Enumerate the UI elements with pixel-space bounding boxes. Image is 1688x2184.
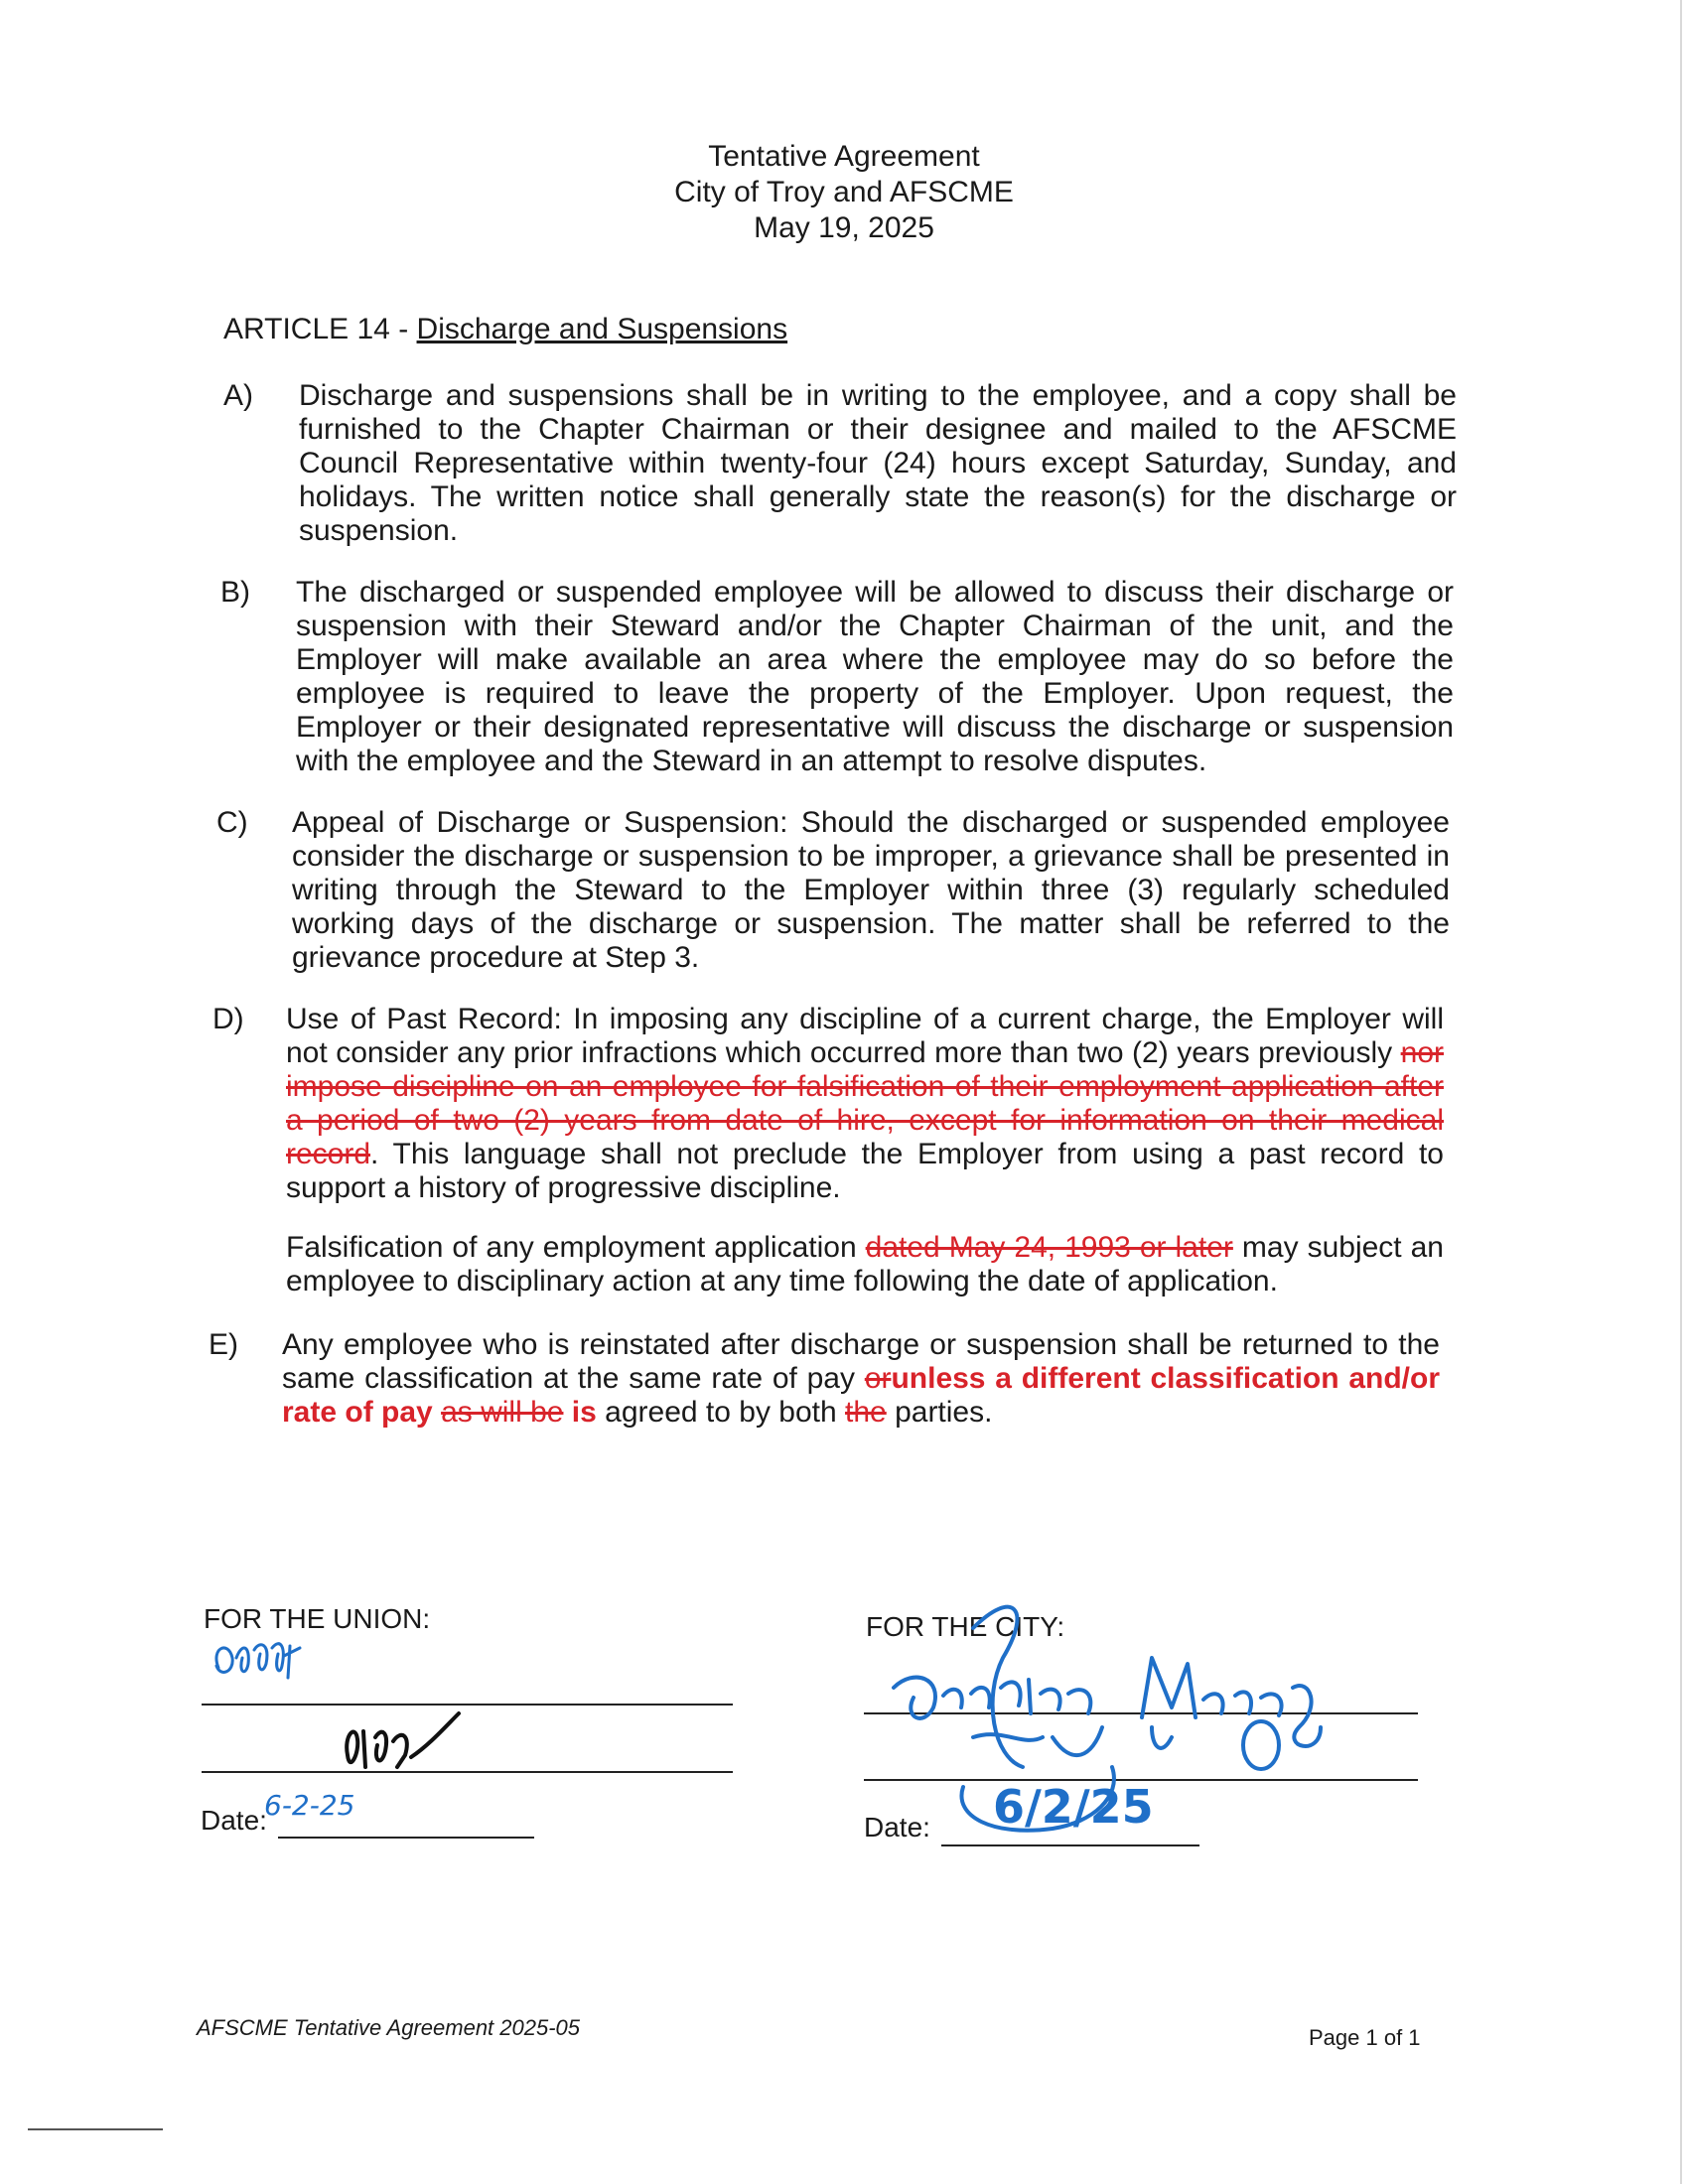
city-label: FOR THE CITY: <box>866 1611 1065 1642</box>
footer-page-number: Page 1 of 1 <box>1309 2025 1421 2050</box>
city-date-label: Date: <box>864 1812 930 1843</box>
section-b-text: The discharged or suspended employee will be allowed to discuss their discharge or suspension with their Steward and/or the Chapter Chairman of the unit, and the Employer will make available an area where the employee may do so before the employee is required to leave the property of the Employer. Upon request, the Employer or their designated representative will discuss the discharge or suspension with the employee and the Steward in an attempt to resolve disputes. <box>296 576 1454 777</box>
union-date-handwritten: 6-2-25 <box>264 1789 355 1822</box>
section-d-p2-deleted: dated May 24, 1993 or later <box>865 1231 1233 1264</box>
section-e-deleted-as-will-be: as will be <box>441 1396 564 1429</box>
footer-document-id: AFSCME Tentative Agreement 2025-05 <box>197 2015 581 2040</box>
section-c-label: C) <box>216 806 248 839</box>
article-number: ARTICLE 14 - <box>223 313 417 345</box>
header-title: Tentative Agreement <box>708 140 980 173</box>
section-b-label: B) <box>220 576 250 609</box>
section-e-deleted-the: the <box>845 1396 887 1429</box>
union-date-label: Date: <box>201 1805 267 1836</box>
article-heading <box>223 313 787 346</box>
section-e-t2 <box>433 1396 441 1429</box>
section-d-deleted-text: nor impose discipline on an employee for falsification of their employment application after a period of two (2) years from date of hire, except for information on their medical record <box>286 1036 1444 1170</box>
header-date: May 19, 2025 <box>754 211 934 244</box>
section-e-t4: agreed to by both <box>596 1396 846 1429</box>
section-d-text-start: Use of Past Record: In imposing any discipline of a current charge, the Employer will not consider any prior infractions which occurred more than two (2) years previously <box>286 1003 1444 1069</box>
section-e-t3 <box>563 1396 571 1429</box>
union-label: FOR THE UNION: <box>204 1603 431 1634</box>
city-date-handwritten: 6/2/25 <box>993 1780 1154 1834</box>
header-parties: City of Troy and AFSCME <box>674 176 1014 208</box>
section-d-label: D) <box>212 1003 244 1035</box>
section-d-paragraph-1 <box>286 1003 1444 1205</box>
section-d-text-end: . This language shall not preclude the Employer from using a past record to support a history of progressive discipline. <box>286 1138 1444 1204</box>
section-e-inserted-is: is <box>571 1396 597 1429</box>
section-e-inserted-1: unless a different classification and/or rate of pay <box>282 1362 1441 1429</box>
union-signature-ink <box>199 1628 596 1856</box>
section-d-p2-start: Falsification of any employment application <box>286 1231 866 1264</box>
page-edge <box>1680 0 1682 2184</box>
section-e-text <box>282 1328 1440 1430</box>
section-d-paragraph-2 <box>286 1231 1444 1298</box>
section-c-text: Appeal of Discharge or Suspension: Should the discharged or suspended employee consider the discharge or suspension to be improper, a grievance shall be presented in writing through the Steward to the Employer within three (3) regularly scheduled working days of the discharge or suspension. The matter shall be referred to the grievance procedure at Step 3. <box>292 806 1450 974</box>
section-d-p2-end: may subject an employee to disciplinary action at any time following the date of application. <box>286 1231 1444 1297</box>
footer-rule <box>28 2128 163 2130</box>
section-e-t1: Any employee who is reinstated after discharge or suspension shall be returned to the same classification at the same rate of pay <box>282 1328 1440 1395</box>
section-e-label: E) <box>209 1328 238 1361</box>
section-e-t5: parties. <box>886 1396 993 1429</box>
city-signature-ink <box>854 1569 1350 1866</box>
section-a-text: Discharge and suspensions shall be in writing to the employee, and a copy shall be furnished to the Chapter Chairman or their designee and mailed to the AFSCME Council Representative within twenty-four (24) hours except Saturday, Sunday, and holidays. The written notice shall generally state the reason(s) for the discharge or suspension. <box>299 379 1457 547</box>
section-e-deleted-or: or <box>864 1362 892 1395</box>
section-a-label: A) <box>223 379 253 412</box>
article-title: Discharge and Suspensions <box>416 313 788 345</box>
